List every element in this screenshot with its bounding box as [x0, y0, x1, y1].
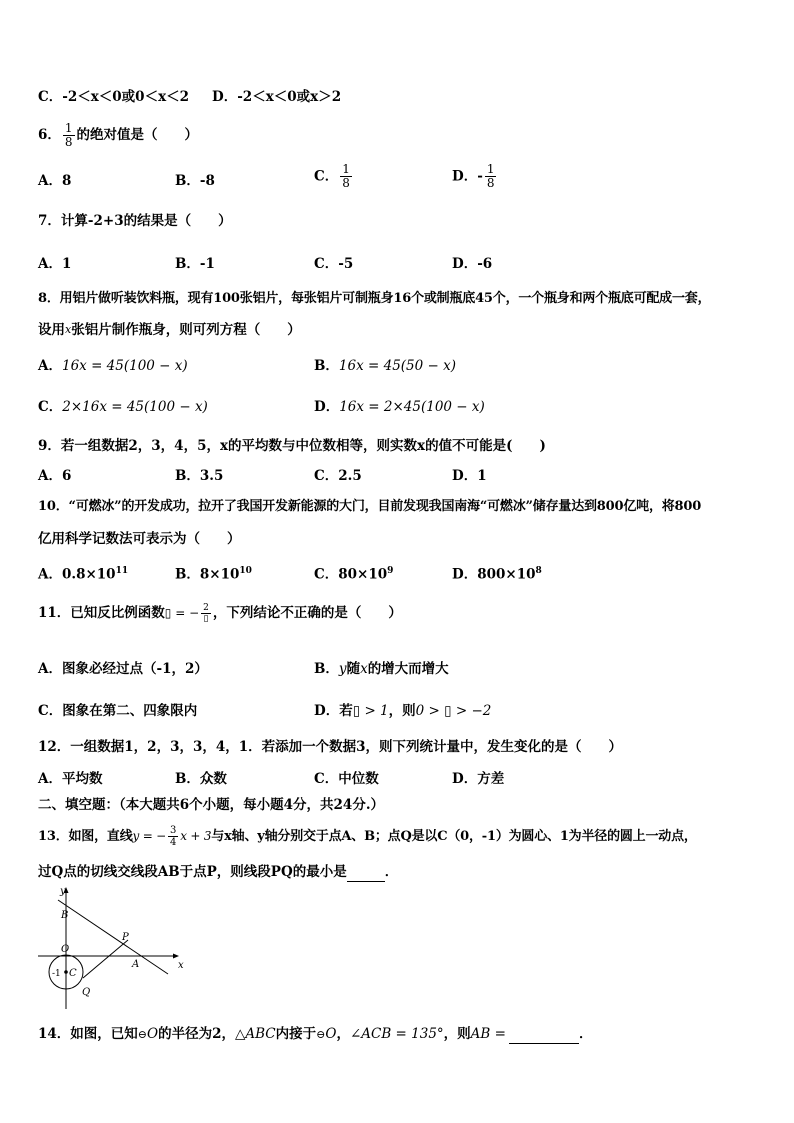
q11-option-d: D．若▯ > 1，则0 > ▯ > −2 [314, 703, 492, 719]
label-c: C [69, 968, 77, 979]
line-ab [58, 900, 168, 974]
question-6 [38, 122, 198, 149]
question-10-line-1: 10．“可燃冰”的开发成功，拉开了我国开发新能源的大门，目前发现我国南海“可燃冰”储存量达到800亿吨，将800 [38, 499, 702, 514]
q8-option-b: B．16x = 45(50 − x) [314, 358, 457, 374]
q13-answer-blank [347, 863, 385, 882]
q5-option-d: D．-2＜x＜0或x＞2 [212, 89, 342, 105]
label-x: x [178, 960, 184, 971]
q13-fraction: $\frac{3}{4}$ [170, 825, 177, 848]
q10-option-b: B．$8\times 10^{10}$ [175, 566, 252, 583]
q12-option-d: D．方差 [452, 771, 505, 787]
q12-option-b: B．众数 [175, 771, 227, 787]
q6-option-d-fraction: $\frac{1}{8}$ [486, 162, 495, 190]
question-14: 14．如图，已知⊖O的半径为2，△ABC内接于⊖O，∠ACB = 135°，则AB = ． [38, 1026, 593, 1042]
q12-option-c: C．中位数 [314, 771, 379, 787]
q11-option-c: C．图象在第二、四象限内 [38, 703, 198, 719]
q5-option-c: C．-2＜x＜0或0＜x＜2 [38, 89, 190, 105]
q10-option-d: D．$800\times 10^8$ [452, 566, 542, 583]
q6-option-a: A．8 [38, 173, 72, 189]
q7-option-c: C．-5 [314, 256, 354, 272]
q9-option-c: C．2.5 [314, 468, 362, 484]
label-a: A [132, 959, 140, 970]
section-2-heading: 二、填空题：（本大题共6个小题，每小题4分，共24分.） [38, 797, 385, 813]
q10-option-c: C．$80\times 10^9$ [314, 566, 394, 583]
circle-symbol-icon: ⊖ [137, 1028, 148, 1041]
q8-option-c: C．2×16x = 45(100 − x) [38, 399, 208, 415]
question-9: 9．若一组数据2，3，4，5，x的平均数与中位数相等，则实数x的值不可能是( ) [38, 438, 546, 454]
q6-option-c-fraction: $\frac{1}{8}$ [342, 162, 350, 190]
q6-option-d: D．- $\frac{1}{8}$ [452, 162, 495, 190]
q10-option-a: A．$0.8\times 10^{11}$ [38, 566, 129, 583]
center-c-point [64, 970, 68, 974]
q6-number: 6． [38, 127, 61, 143]
q9-option-d: D．1 [452, 468, 487, 484]
q6-option-b: B．-8 [175, 173, 215, 189]
label-b: B [61, 910, 69, 921]
label-o: O [61, 944, 70, 955]
q11-option-b: B．y随x的增大而增大 [314, 661, 449, 677]
q12-option-a: A．平均数 [38, 771, 103, 787]
q6-option-c: C． $\frac{1}{8}$ [314, 162, 350, 190]
question-8-line-2: 设用$^x$张铝片制作瓶身，则可列方程（ ） [38, 322, 301, 338]
q9-option-a: A．6 [38, 468, 72, 484]
q7-option-a: A．1 [38, 256, 72, 272]
q7-option-d: D．-6 [452, 256, 493, 272]
question-10-line-2: 亿用科学记数法可表示为（ ） [38, 531, 241, 547]
tangent-qp [83, 940, 128, 978]
q8-option-d: D．16x = 2×45(100 − x) [314, 399, 485, 415]
q8-option-a: A．16x = 45(100 − x) [38, 358, 188, 374]
question-11: 11．已知反比例函数▯ = − $\frac{2}{▯}$ ，下列结论不正确的是（ ） [38, 603, 402, 624]
q9-option-b: B．3.5 [175, 468, 224, 484]
question-13-line-1: 13．如图，直线y = − $\frac{3}{4}$ x + 3与x轴、y轴分别交于点A、B；点Q是以C（0，-1）为圆心、1为半径的圆上一动点， [38, 825, 697, 848]
q11-fraction: $\frac{2}{▯}$ [203, 603, 209, 624]
x-axis-arrow-icon [173, 954, 179, 959]
circle-symbol-icon: ⊖ [316, 1028, 326, 1041]
question-7: 7．计算-2+3的结果是（ ） [38, 213, 232, 229]
q13-figure [36, 884, 186, 1014]
label-q: Q [82, 987, 91, 998]
label-p: P [122, 932, 129, 943]
q8-variable-x: x [65, 323, 72, 336]
question-8-line-1: 8．用铝片做听装饮料瓶，现有100张铝片，每张铝片可制瓶身16个或制瓶底45个，一个瓶身和两个瓶底可配成一套， [38, 291, 711, 306]
question-12: 12．一组数据1，2，3，3，4，1．若添加一个数据3，则下列统计量中，发生变化的是（ ） [38, 739, 623, 755]
label-y: y [60, 886, 66, 897]
q7-option-b: B．-1 [175, 256, 215, 272]
q6-fraction: $\frac{1}{8}$ [64, 121, 73, 149]
q14-answer-blank [509, 1025, 579, 1044]
label-neg1: -1 [52, 969, 61, 979]
question-13-line-2: 过Q点的切线交线段AB于点P，则线段PQ的最小是 ． [38, 864, 399, 880]
q6-text: 的绝对值是（ ） [76, 127, 199, 143]
q11-option-a: A．图象必经过点（-1，2） [38, 661, 208, 677]
q11-equation: ▯ = − [164, 606, 200, 620]
